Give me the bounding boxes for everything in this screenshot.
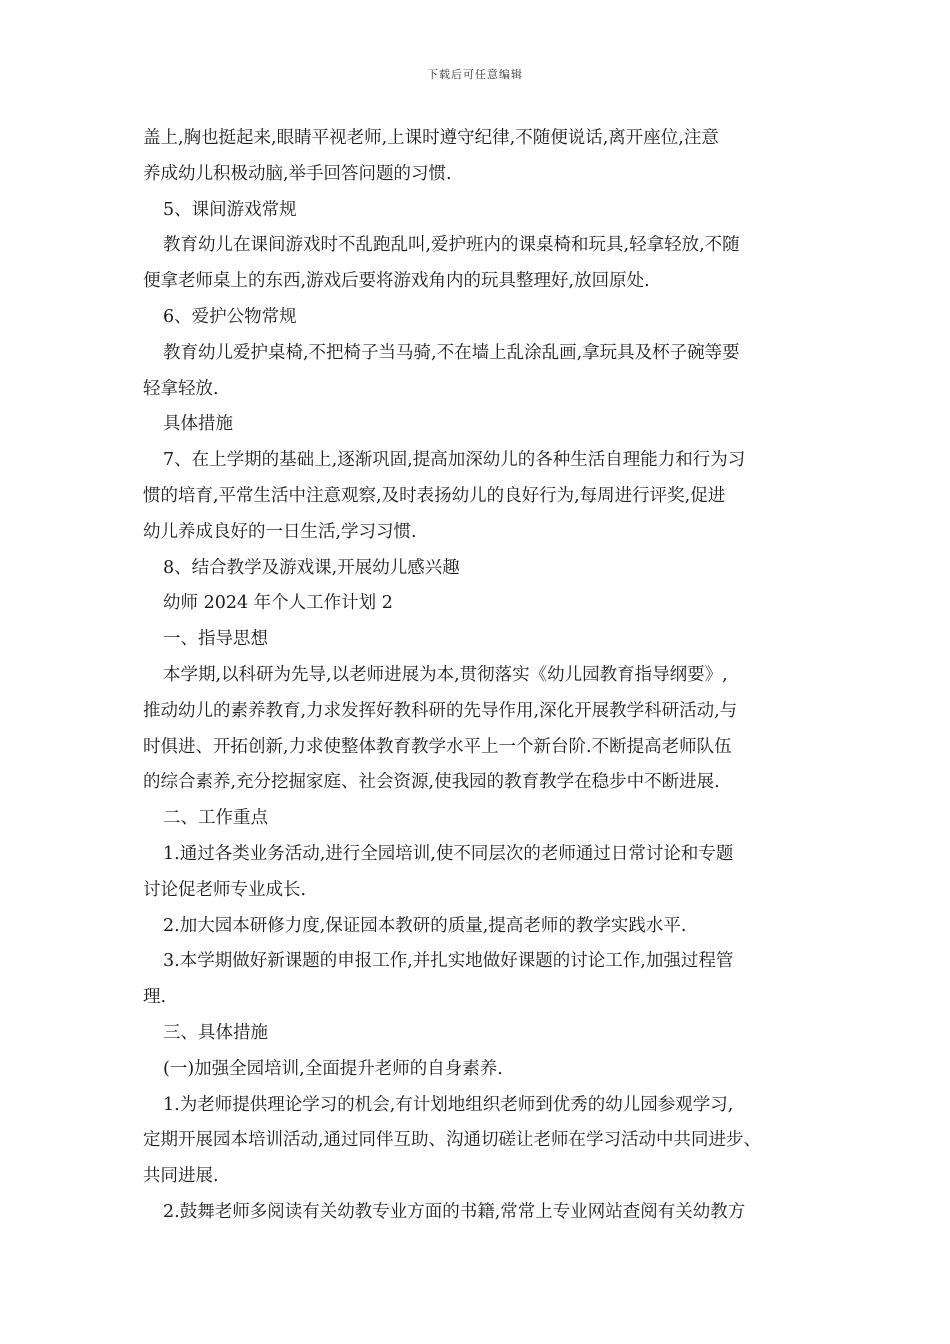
text-line: 轻拿轻放. [143, 378, 219, 399]
text-line: 讨论促老师专业成长. [143, 879, 307, 900]
page-header-note: 下载后可任意编辑 [427, 68, 523, 81]
text-line: (一)加强全园培训,全面提升老师的自身素养. [163, 1058, 503, 1079]
text-line: 6、爱护公物常规 [163, 306, 297, 327]
text-line: 具体措施 [163, 414, 233, 435]
text-line: 一、指导思想 [163, 629, 268, 650]
text-line: 教育幼儿爱护桌椅,不把椅子当马骑,不在墙上乱涂乱画,拿玩具及杯子碗等要 [163, 342, 740, 363]
text-line: 7、在上学期的基础上,逐渐巩固,提高加深幼儿的各种生活自理能力和行为习 [163, 450, 746, 471]
text-line: 5、课间游戏常规 [163, 199, 297, 220]
text-line: 时俱进、开拓创新,力求使整体教育教学水平上一个新台阶.不断提高老师队伍 [143, 736, 732, 757]
text-line: 1.为老师提供理论学习的机会,有计划地组织老师到优秀的幼儿园参观学习, [163, 1094, 734, 1115]
text-line: 8、结合教学及游戏课,开展幼儿感兴趣 [163, 557, 460, 578]
text-line: 盖上,胸也挺起来,眼睛平视老师,上课时遵守纪律,不随便说话,离开座位,注意 [143, 128, 719, 148]
text-line: 1.通过各类业务活动,进行全园培训,使不同层次的老师通过日常讨论和专题 [163, 843, 734, 864]
text-line: 定期开展园本培训活动,通过同伴互助、沟通切磋让老师在学习活动中共同进步、 [143, 1130, 762, 1151]
document-body [143, 121, 811, 1231]
text-line: 惯的培育,平常生活中注意观察,及时表扬幼儿的良好行为,每周进行评奖,促进 [143, 485, 726, 506]
text-line: 幼师 2024 年个人工作计划 2 [163, 593, 393, 614]
text-line: 2.加大园本研修力度,保证园本教研的质量,提高老师的教学实践水平. [163, 915, 687, 936]
text-line: 便拿老师桌上的东西,游戏后要将游戏角内的玩具整理好,放回原处. [143, 271, 650, 292]
text-line: 的综合素养,充分挖掘家庭、社会资源,使我园的教育教学在稳步中不断进展. [143, 772, 720, 793]
text-line: 3.本学期做好新课题的申报工作,并扎实地做好课题的讨论工作,加强过程管 [163, 951, 734, 972]
text-line: 共同进展. [143, 1166, 219, 1187]
text-line: 理. [143, 987, 167, 1008]
text-line: 教育幼儿在课间游戏时不乱跑乱叫,爱护班内的课桌椅和玩具,轻拿轻放,不随 [163, 235, 740, 256]
text-line: 本学期,以科研为先导,以老师进展为本,贯彻落实《幼儿园教育指导纲要》, [163, 664, 728, 685]
text-line: 2.鼓舞老师多阅读有关幼教专业方面的书籍,常常上专业网站查阅有关幼教方 [163, 1201, 746, 1222]
text-line: 二、工作重点 [163, 808, 268, 829]
text-line: 三、具体措施 [163, 1022, 268, 1043]
text-line: 推动幼儿的素养教育,力求发挥好教科研的先导作用,深化开展教学科研活动,与 [143, 700, 738, 721]
text-line: 养成幼儿积极动脑,举手回答问题的习惯. [143, 163, 452, 184]
text-line: 幼儿养成良好的一日生活,学习习惯. [143, 521, 417, 542]
